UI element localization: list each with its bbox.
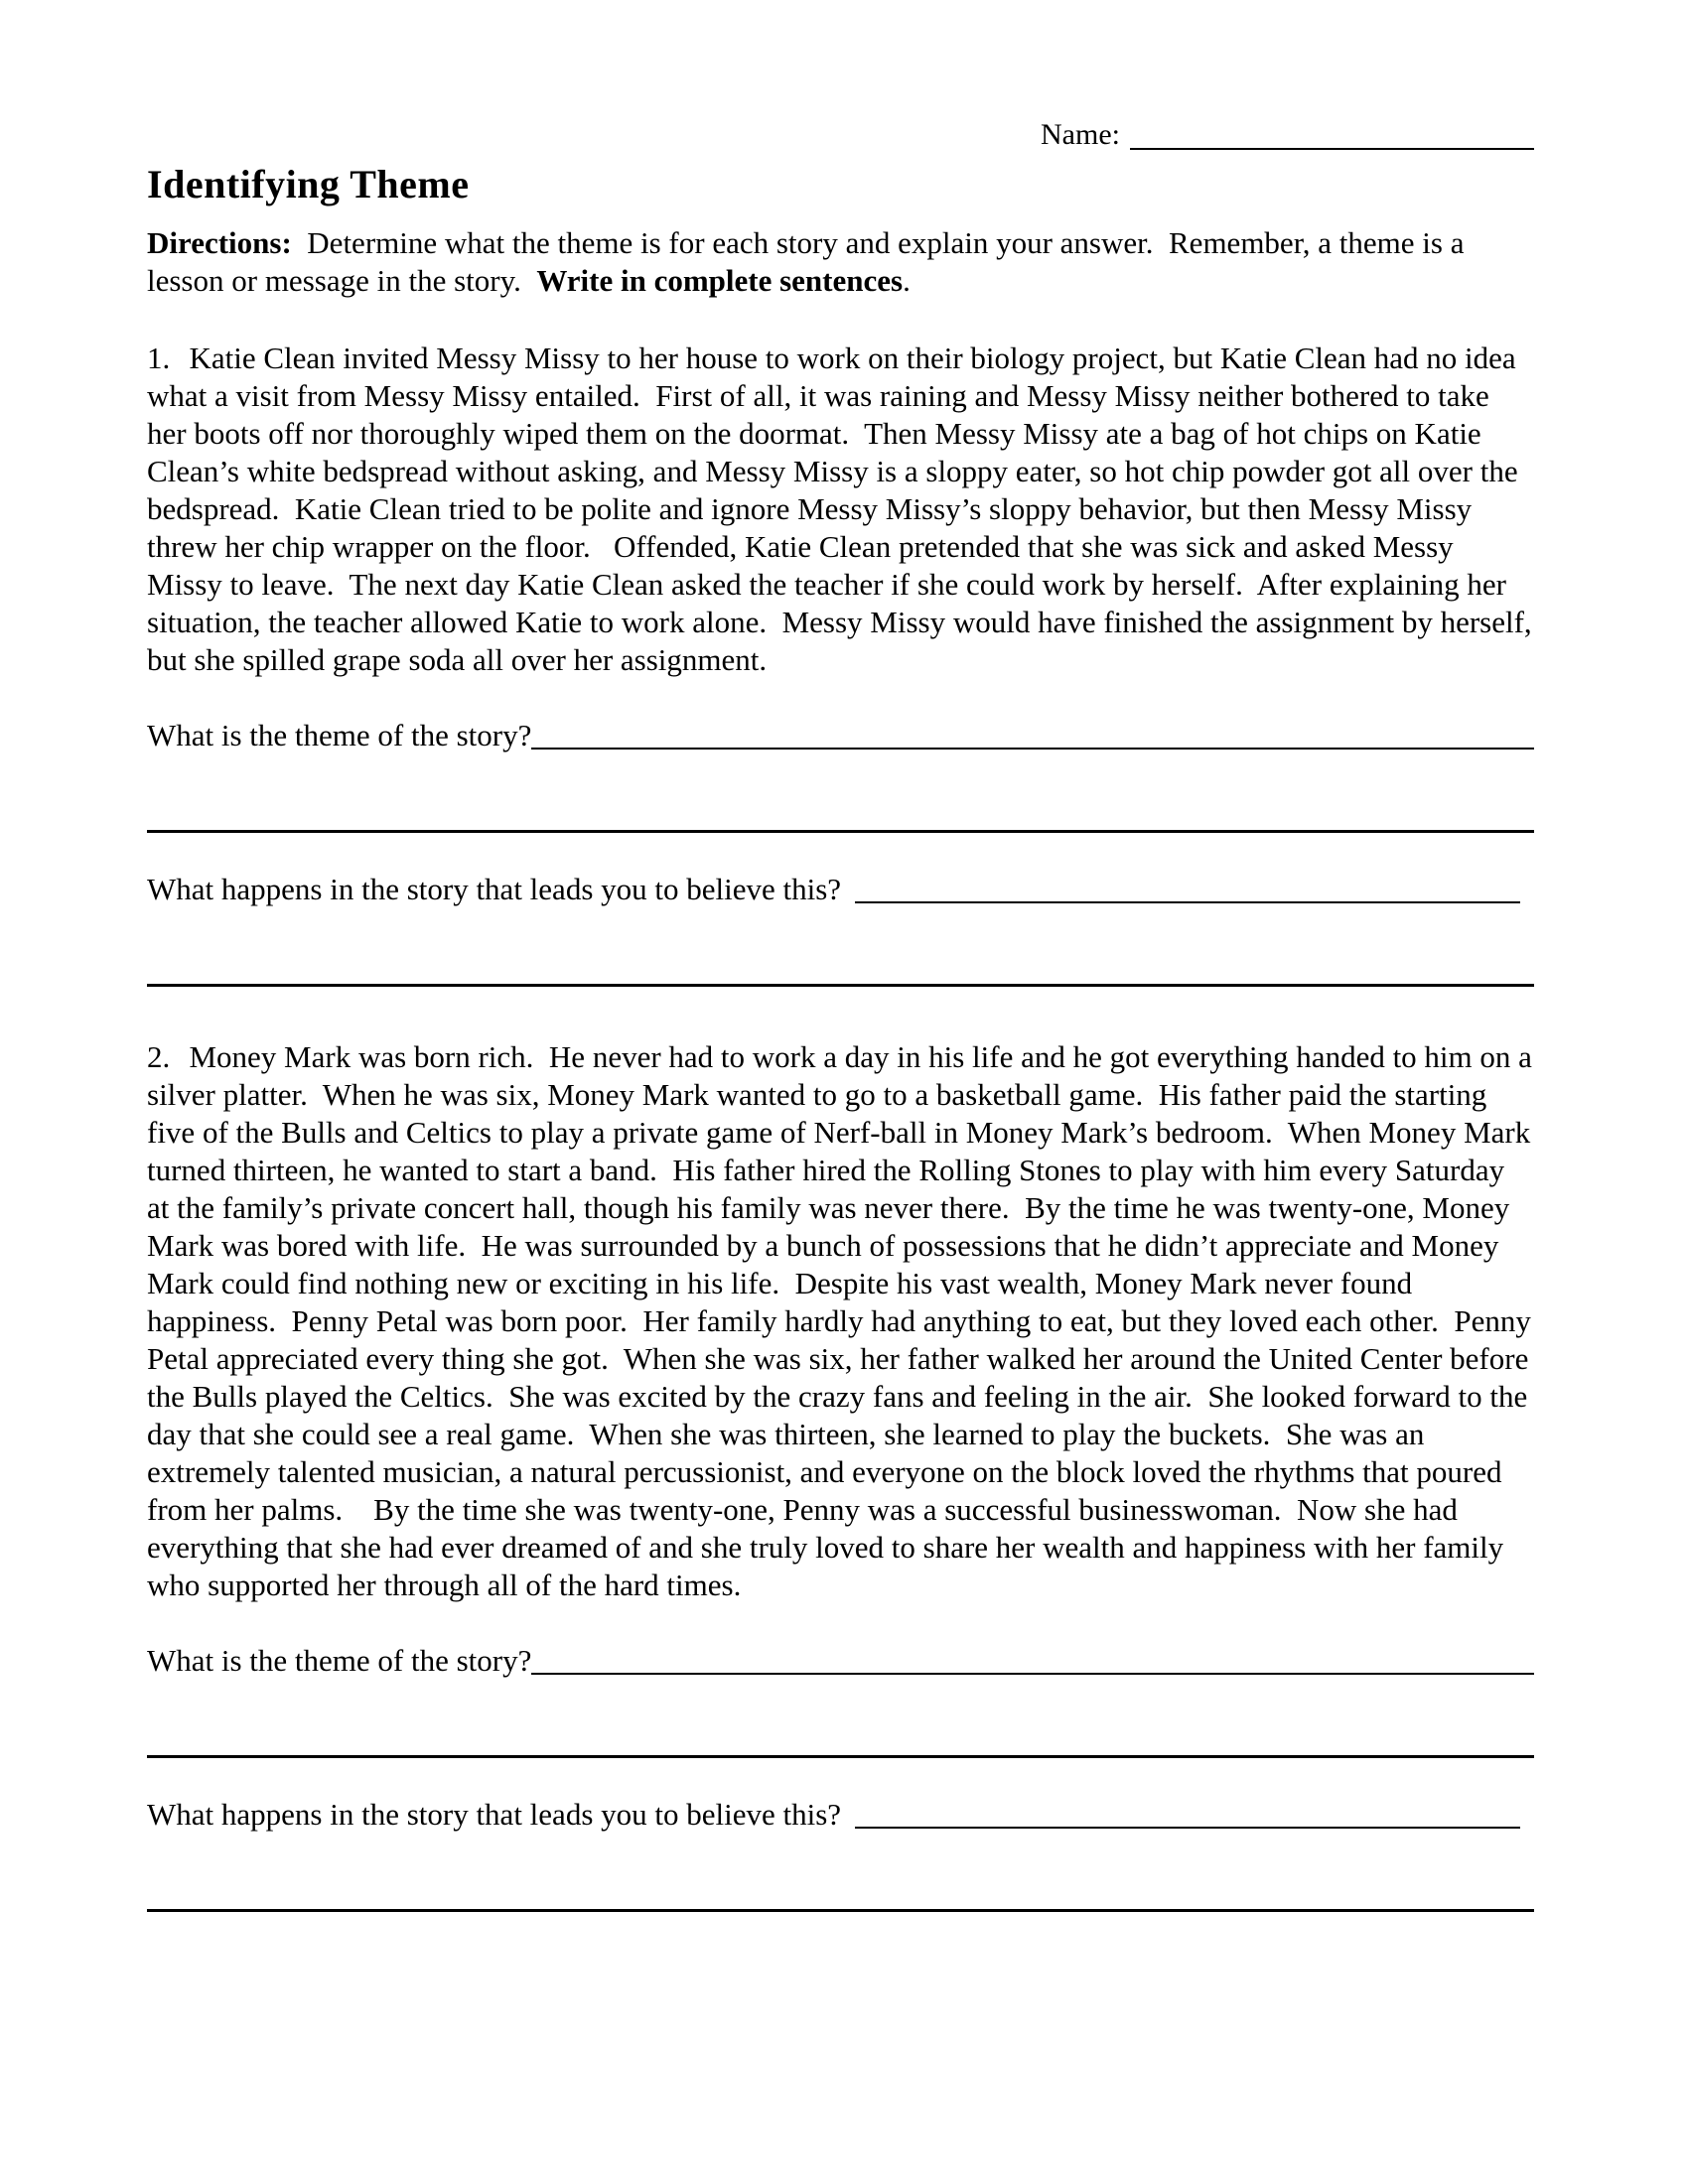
evidence-answer-line-full[interactable] (147, 984, 1534, 987)
name-field (1041, 117, 1534, 153)
name-label: Name: (1041, 118, 1120, 151)
story-2-section (147, 1038, 1540, 1912)
story-2-number: 2. (147, 1039, 171, 1074)
story-2-text: Money Mark was born rich. He never had to work a day in his life and he got everything handed to him on a silver platter. When he was six, Money Mark wanted to go to a basketball game. His father paid the starting five of the Bulls and Celtics to play a private game of Nerf-ball in Money Mark’s bedroom. When Money Mark turned thirteen, he wanted to start a band. His father hired the Rolling Stones to play with him every Saturday at the family’s private concert hall, though his family was never there. By the time he was twenty-one, Money Mark was bored with life. He was surrounded by a bunch of possessions that he didn’t appreciate and Money Mark could find nothing new or exciting in his life. Despite his vast wealth, Money Mark never found happiness. Penny Petal was born poor. Her family hardly had anything to eat, but they loved each other. Penny Petal appreciated every thing she got. When she was six, her father walked her around the United Center before the Bulls played the Celtics. She was excited by the crazy fans and feeling in the air. She looked forward to the day that she could see a real game. When she was thirteen, she learned to play the buckets. She was an extremely talented musician, a natural percussionist, and everyone on the block loved the rhythms that poured from her palms. By the time she was twenty-one, Penny was a successful businesswoman. Now she had everything that she had ever dreamed of and she truly loved to share her wealth and happiness with her family who supported her through all of the hard times. (147, 1039, 1540, 1602)
evidence-answer-line-full[interactable] (147, 1909, 1534, 1912)
evidence-question-label: What happens in the story that leads you to believe this? (147, 1797, 842, 1832)
evidence-answer-line-inline[interactable] (855, 901, 1520, 903)
theme-question-label: What is the theme of the story? (147, 718, 532, 752)
directions-text: Determine what the theme is for each story and explain your answer. Remember, a theme is a lesson or message in the story. (147, 225, 1473, 298)
directions (147, 224, 1534, 300)
theme-answer-line-full[interactable] (147, 1755, 1534, 1758)
evidence-question-label: What happens in the story that leads you to believe this? (147, 872, 842, 906)
theme-answer-line-full[interactable] (147, 830, 1534, 833)
story-1-paragraph (147, 340, 1540, 679)
story-1-section (147, 340, 1540, 987)
page-title: Identifying Theme (147, 162, 470, 206)
theme-answer-line-inline[interactable] (531, 1673, 1534, 1675)
story-2-paragraph (147, 1038, 1540, 1604)
directions-label: Directions: (147, 225, 292, 260)
directions-period: . (903, 263, 911, 298)
name-input-line[interactable] (1130, 148, 1534, 150)
theme-question-label: What is the theme of the story? (147, 1643, 532, 1678)
story-1-theme-question (147, 717, 1534, 754)
story-2-theme-question (147, 1642, 1534, 1680)
story-2-evidence-question (147, 1796, 1534, 1834)
theme-answer-line-inline[interactable] (531, 748, 1534, 750)
story-1-evidence-question (147, 871, 1534, 908)
evidence-answer-line-inline[interactable] (855, 1827, 1520, 1829)
directions-bold-text: Write in complete sentences (536, 263, 904, 298)
story-1-text: Katie Clean invited Messy Missy to her house to work on their biology project, but Katie Clean had no idea what a visit from Messy Missy entailed. First of all, it was raining and Messy Missy neither bothered to take her boots off nor thoroughly wiped them on the doormat. Then Messy Missy ate a bag of hot chips on Katie Clean’s white bedspread without asking, and Messy Missy is a sloppy eater, so hot chip powder got all over the bedspread. Katie Clean tried to be polite and ignore Messy Missy’s sloppy behavior, but then Messy Missy threw her chip wrapper on the floor. Offended, Katie Clean pretended that she was sick and asked Messy Missy to leave. The next day Katie Clean asked the teacher if she could work by herself. After explaining her situation, the teacher allowed Katie to work alone. Messy Missy would have finished the assignment by herself, but she spilled grape soda all over her assignment. (147, 341, 1540, 677)
story-1-number: 1. (147, 341, 171, 375)
